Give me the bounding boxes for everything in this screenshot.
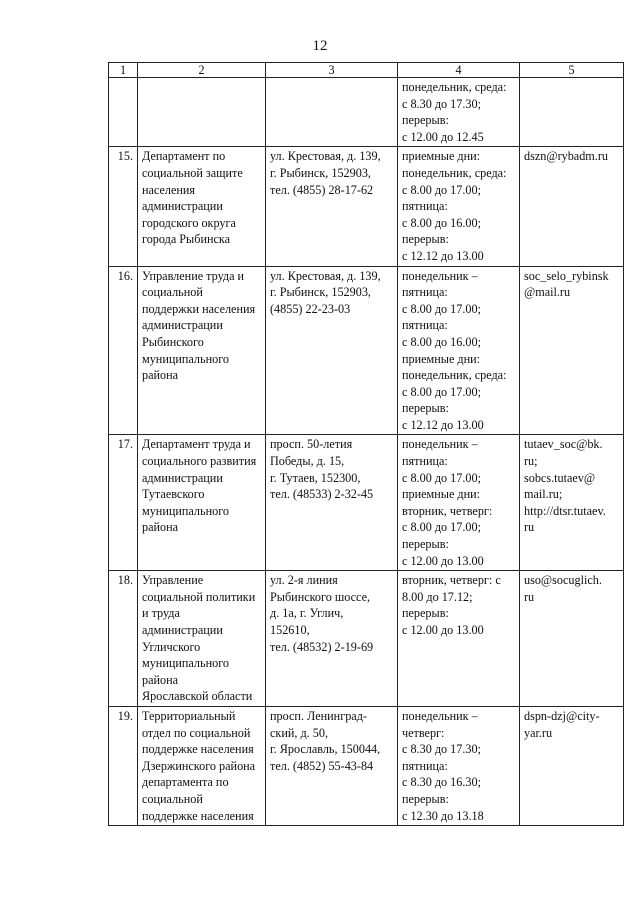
schedule-cell: понедельник, среда: с 8.30 до 17.30; перерыв: с 12.00 до 12.45 xyxy=(398,78,520,147)
institutions-table xyxy=(108,62,624,826)
email-cell: tutaev_soc@bk. ru; sobcs.tutaev@ mail.ru; http://dtsr.tutaev. ru xyxy=(520,435,624,571)
row-number-cell xyxy=(109,78,138,147)
institution-name-cell: Управление труда и социальной поддержки населения администрации Рыбинского муниципального района xyxy=(138,266,266,435)
schedule-cell: приемные дни: понедельник, среда: с 8.00 до 17.00; пятница: с 8.00 до 16.00; перерыв: с 12.12 до 13.00 xyxy=(398,147,520,266)
page-number: 12 xyxy=(312,38,328,54)
row-number-cell: 17. xyxy=(109,435,138,571)
column-number: 4 xyxy=(398,63,520,78)
address-cell: ул. 2-я линия Рыбинского шоссе, д. 1а, г. Углич, 152610, тел. (48532) 2-19-69 xyxy=(266,571,398,707)
schedule-cell: понедельник – пятница: с 8.00 до 17.00; пятница: с 8.00 до 16.00; приемные дни: понедельник, среда: с 8.00 до 17.00; перерыв: с 12.12 до 13.00 xyxy=(398,266,520,435)
table-row xyxy=(109,147,624,266)
address-cell: просп. 50-летия Победы, д. 15, г. Тутаев, 152300, тел. (48533) 2-32-45 xyxy=(266,435,398,571)
table-row xyxy=(109,706,624,825)
institution-name-cell xyxy=(138,78,266,147)
schedule-cell: понедельник – пятница: с 8.00 до 17.00; приемные дни: вторник, четверг: с 8.00 до 17.00; перерыв: с 12.00 до 13.00 xyxy=(398,435,520,571)
schedule-cell: понедельник – четверг: с 8.30 до 17.30; пятница: с 8.30 до 16.30; перерыв: с 12.30 до 13.18 xyxy=(398,706,520,825)
email-cell: soc_selo_rybinsk @mail.ru xyxy=(520,266,624,435)
institution-name-cell: Департамент труда и социального развития администрации Тутаевского муниципального района xyxy=(138,435,266,571)
address-cell: ул. Крестовая, д. 139, г. Рыбинск, 152903, (4855) 22-23-03 xyxy=(266,266,398,435)
column-number: 3 xyxy=(266,63,398,78)
address-cell: просп. Ленинград- ский, д. 50, г. Ярославль, 150044, тел. (4852) 55-43-84 xyxy=(266,706,398,825)
table-row xyxy=(109,571,624,707)
email-cell: dspn-dzj@city- yar.ru xyxy=(520,706,624,825)
email-cell xyxy=(520,78,624,147)
address-cell xyxy=(266,78,398,147)
continuation-row xyxy=(109,78,624,147)
institution-name-cell: Управление социальной политики и труда администрации Угличского муниципального района Ярославской области xyxy=(138,571,266,707)
row-number-cell: 19. xyxy=(109,706,138,825)
row-number-cell: 15. xyxy=(109,147,138,266)
column-number: 5 xyxy=(520,63,624,78)
institution-name-cell: Территориальный отдел по социальной поддержке населения Дзержинского района департамента по социальной поддержке населения xyxy=(138,706,266,825)
schedule-cell: вторник, четверг: с 8.00 до 17.12; перерыв: с 12.00 до 13.00 xyxy=(398,571,520,707)
column-number: 1 xyxy=(109,63,138,78)
institution-name-cell: Департамент по социальной защите населения администрации городского округа города Рыбинска xyxy=(138,147,266,266)
row-number-cell: 16. xyxy=(109,266,138,435)
email-cell: dszn@rybadm.ru xyxy=(520,147,624,266)
email-cell: uso@socuglich. ru xyxy=(520,571,624,707)
table-row xyxy=(109,435,624,571)
row-number-cell: 18. xyxy=(109,571,138,707)
column-number: 2 xyxy=(138,63,266,78)
column-number-row xyxy=(109,63,624,78)
table-row xyxy=(109,266,624,435)
address-cell: ул. Крестовая, д. 139, г. Рыбинск, 152903, тел. (4855) 28-17-62 xyxy=(266,147,398,266)
